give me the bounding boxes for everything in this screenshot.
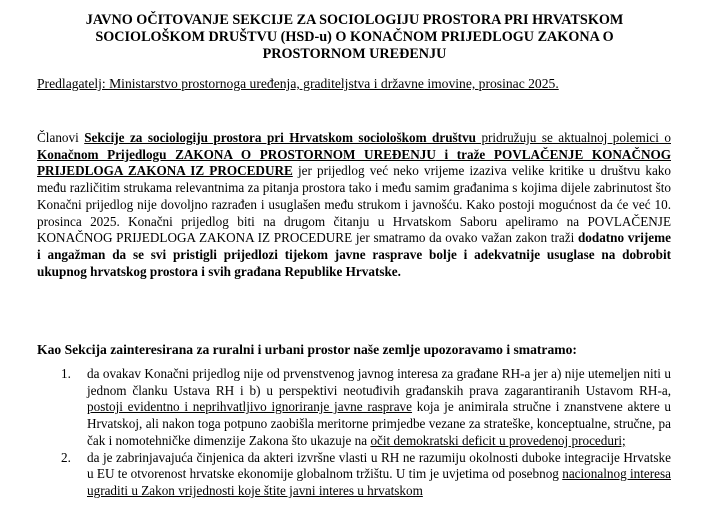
section-name: Sekcije za sociologiju prostora pri Hrvatskom sociološkom društvu	[84, 130, 476, 145]
warnings-list	[37, 366, 671, 500]
title-line-2: SOCIOLOŠKOM DRUŠTVU (HSD-u) O KONAČNOM PRIJEDLOGU ZAKONA O	[95, 29, 614, 45]
intro-conclusion: dodatno vrijeme i angažman da se svi pristigli prijedlozi tijekom javne rasprave bolje i adekvatnije usuglase na dobrobit ukupnog hrvatskog prostora i svih građana Republike Hrvatske.	[37, 230, 671, 279]
list-item	[37, 450, 671, 500]
item1-text-c: koja je animirala stručne i znanstvene aktere u Hrvatskoj, ali nakon toga potpuno zaobišla meritorne primjedbe vezane za strateške, konceptualne, stručne, pa čak i nomotehničke dimenzije Zakona što ukazuje na	[87, 399, 671, 448]
item1-text-b: postoji evidentno i neprihvatljivo ignoriranje javne rasprave	[87, 399, 413, 415]
withdrawal-demand: POVLAČENJE KONAČNOG PRIJEDLOGA ZAKONA IZ PROCEDURE	[37, 146, 672, 179]
title-line-1: JAVNO OČITOVANJE SEKCIJE ZA SOCIOLOGIJU PROSTORA PRI HRVATSKOM	[85, 12, 624, 28]
title-line-3: PROSTORNOM UREĐENJU	[262, 46, 447, 62]
item2-text-b: nacionalnog interesa ugraditi u Zakon vrijednosti koje štite javni interes u hrvatskom	[87, 466, 671, 498]
section-heading: Kao Sekcija zainteresirana za ruralni i urbani prostor naše zemlje upozoravamo i smatramo:	[37, 342, 577, 357]
intro-text-2: pridružuju se aktualnoj polemici o	[476, 130, 671, 145]
intro-text-1: Članovi	[37, 130, 85, 145]
proposer-line: Predlagatelj: Ministarstvo prostornoga uređenja, graditeljstva i državne imovine, prosinac 2025.	[37, 76, 559, 91]
law-proposal-name: Konačnom Prijedlogu ZAKONA O PROSTORNOM UREĐENJU	[37, 146, 436, 162]
list-item	[37, 366, 671, 450]
document-title	[20, 12, 689, 63]
intro-paragraph	[37, 130, 671, 280]
item1-text-d: očit demokratski deficit u provedenoj proceduri;	[370, 432, 626, 448]
list-number: 2.	[61, 449, 71, 465]
intro-text-3: i traže	[435, 146, 494, 162]
list-number: 1.	[61, 366, 71, 381]
intro-text-4: jer prijedlog već neko vrijeme izaziva velike kritike u društvu kako među različitim strukama relevantnima za pitanja prostora tako i među samim građanima s kojima dijele zabrinutost što Konačni prijedlog nije dovoljno razrađen i usuglašen među strukom i javnošću. Kako postoji mogućnost da će već 10. prosinca 2025. Konačni prijedlog biti na drugom čitanju u Hrvatskom Saboru apeliramo na POVLAČENJE KONAČNOG PRIJEDLOGA ZAKONA IZ PROCEDURE jer smatramo da ovako važan zakon traži	[37, 163, 671, 246]
item2-text-a: da je zabrinjavajuća činjenica da akteri izvršne vlasti u RH ne razumiju okolnosti duboke integracije Hrvatske u EU te otvorenost hrvatske ekonomije globalnom tržištu. U tim je uvjetima od posebnog	[87, 449, 671, 482]
item1-text-a: da ovakav Konačni prijedlog nije od prvenstvenog javnog interesa za građane RH-a jer a) nije utemeljen niti u jednom članku Ustava RH i b) u perspektivi neotuđivih građanskih prava zagarantiranih Ustavom RH-a,	[87, 366, 671, 398]
